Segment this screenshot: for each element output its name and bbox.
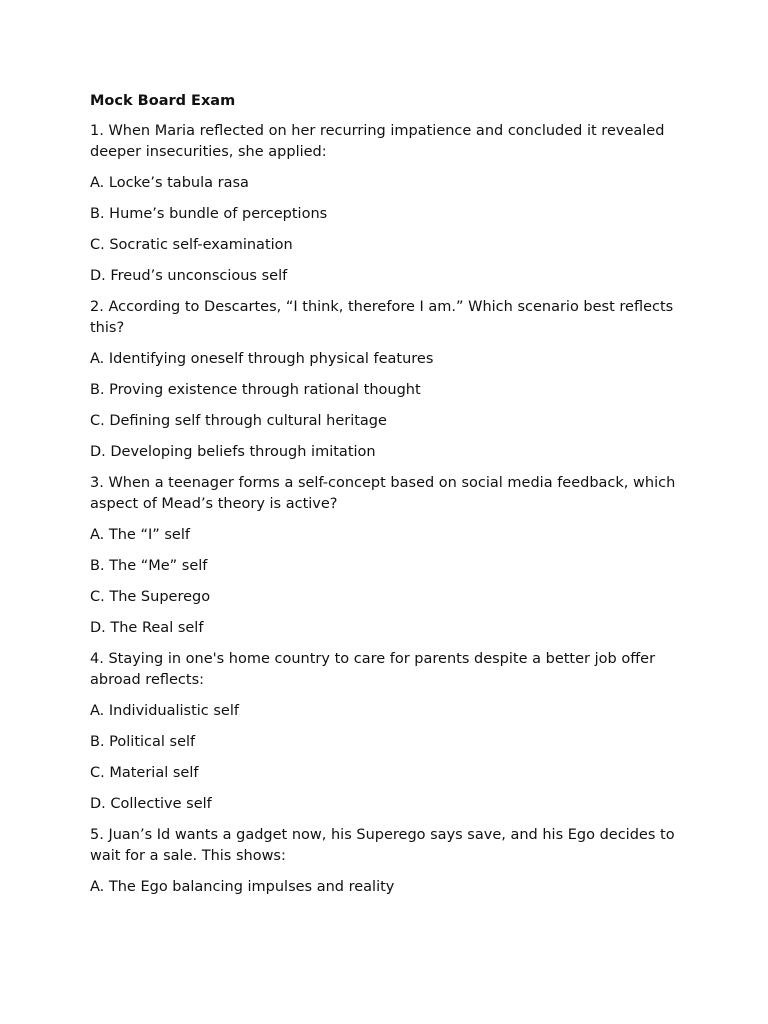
option-c: C. The Superego: [90, 589, 211, 605]
document-title: Mock Board Exam: [90, 93, 236, 109]
option-a: A. The Ego balancing impulses and reality: [90, 879, 395, 895]
question-text: 4. Staying in one's home country to care for parents despite a better job offer abroad reflects:: [90, 651, 656, 688]
option-b: B. Proving existence through rational thought: [90, 382, 421, 398]
option-d: D. Freud’s unconscious self: [90, 268, 288, 284]
option-a: A. The “I” self: [90, 527, 190, 543]
option-c: C. Socratic self-examination: [90, 237, 293, 253]
question-4: [90, 649, 690, 814]
option-d: D. The Real self: [90, 620, 204, 636]
option-d: D. Developing beliefs through imitation: [90, 444, 376, 460]
question-2: [90, 297, 690, 462]
option-b: B. Hume’s bundle of perceptions: [90, 206, 328, 222]
question-text: 2. According to Descartes, “I think, therefore I am.” Which scenario best reflects this?: [90, 299, 674, 336]
option-a: A. Identifying oneself through physical features: [90, 351, 434, 367]
question-text: 3. When a teenager forms a self-concept based on social media feedback, which aspect of Mead’s theory is active?: [90, 475, 676, 512]
option-a: A. Locke’s tabula rasa: [90, 175, 249, 191]
option-d: D. Collective self: [90, 796, 212, 812]
question-1: [90, 121, 690, 286]
option-b: B. Political self: [90, 734, 196, 750]
option-c: C. Defining self through cultural heritage: [90, 413, 387, 429]
option-c: C. Material self: [90, 765, 199, 781]
question-text: 5. Juan’s Id wants a gadget now, his Superego says save, and his Ego decides to wait for a sale. This shows:: [90, 827, 675, 864]
question-5: [90, 825, 690, 897]
option-b: B. The “Me” self: [90, 558, 208, 574]
document-page: [90, 91, 690, 908]
question-text: 1. When Maria reflected on her recurring impatience and concluded it revealed deeper insecurities, she applied:: [90, 123, 665, 160]
question-3: [90, 473, 690, 638]
option-a: A. Individualistic self: [90, 703, 239, 719]
